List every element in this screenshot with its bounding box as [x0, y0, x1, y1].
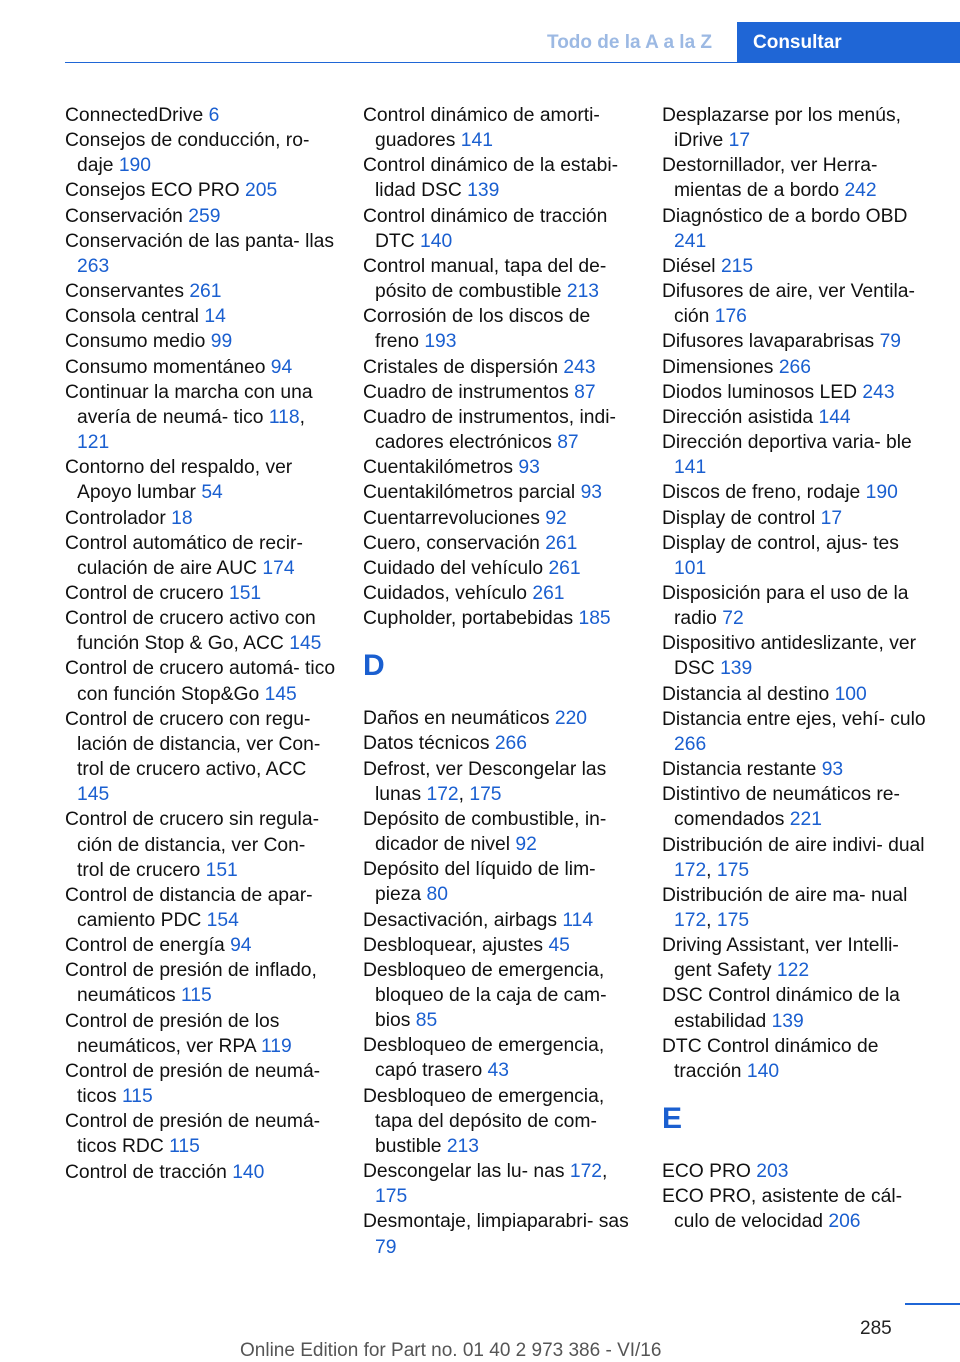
index-entry [662, 782, 932, 832]
page-link[interactable]: 175 [716, 859, 750, 881]
page-link[interactable]: 261 [532, 582, 565, 604]
index-entry [65, 178, 337, 203]
page-link[interactable]: 93 [821, 759, 844, 781]
index-entry [662, 329, 932, 354]
page-link[interactable]: 266 [494, 733, 527, 755]
index-entry [662, 631, 932, 681]
page-link[interactable]: 190 [118, 155, 151, 177]
page-link[interactable]: 141 [674, 457, 707, 479]
index-entry [363, 103, 635, 153]
index-term: Consejos ECO PRO [65, 180, 240, 202]
index-entry [363, 908, 635, 933]
index-column-3 [662, 103, 932, 1235]
edition-footer: Online Edition for Part no. 01 40 2 973 386 - VI/16 [240, 1340, 662, 1361]
page-link[interactable]: 94 [270, 356, 293, 378]
index-entry [363, 958, 635, 1033]
page-link[interactable]: 213 [566, 281, 600, 303]
index-term: Diodos luminosos LED [662, 381, 858, 403]
page-link[interactable]: 140 [420, 230, 453, 252]
index-entry [363, 506, 635, 531]
page-link[interactable]: 87 [557, 432, 579, 454]
index-term: Cuentakilómetros parcial [363, 482, 576, 504]
index-term: Cuidado del vehículo [363, 557, 544, 579]
index-entry [662, 405, 932, 430]
index-entry: Continuar la marcha con una avería de neumá‐ tico 118, 121 [65, 381, 313, 454]
index-entry [65, 204, 337, 229]
header-divider [65, 62, 960, 63]
index-term: Defrost, ver Descongelar las lunas [363, 758, 607, 805]
index-term: Control de crucero automá‐ tico con función Stop&Go [65, 658, 336, 705]
page-link[interactable]: 92 [515, 834, 537, 856]
index-term: Diagnóstico de a bordo OBD [662, 205, 908, 227]
index-term: Disposición para el uso de la radio [662, 582, 909, 630]
tab-consultar[interactable]: Consultar [737, 22, 960, 63]
index-entry [662, 430, 932, 480]
page-link[interactable]: 43 [487, 1060, 509, 1082]
page-link[interactable]: 206 [828, 1211, 861, 1233]
index-entry [65, 933, 337, 958]
page-link[interactable]: 93 [580, 482, 603, 504]
index-entry [363, 355, 635, 380]
page-link[interactable]: 203 [756, 1161, 789, 1183]
page-number: 285 [860, 1318, 892, 1339]
page-link[interactable]: 140 [232, 1161, 265, 1183]
index-term: Display de control [662, 507, 816, 529]
index-term: Desplazarse por los menús, iDrive [662, 105, 901, 152]
page-link[interactable]: 259 [188, 205, 221, 227]
index-term: Cuadro de instrumentos [363, 381, 569, 403]
page-link[interactable]: 72 [722, 608, 744, 630]
page-link[interactable]: 79 [879, 331, 902, 353]
index-entry [662, 279, 932, 329]
index-term: Distancia al destino [662, 683, 830, 705]
index-term: Control de crucero con regu‐ lación de distancia, ver Con‐ trol de crucero activo, ACC [65, 708, 321, 781]
page-link[interactable]: 99 [210, 331, 233, 353]
index-entry [363, 204, 635, 254]
page-link[interactable]: 175 [716, 910, 750, 931]
index-entry [363, 254, 635, 304]
index-entry [662, 204, 932, 254]
page-link[interactable]: 193 [424, 331, 457, 353]
index-entry [65, 355, 337, 380]
index-entry [662, 254, 932, 279]
index-entry [65, 883, 337, 933]
index-term: Difusores de aire, ver Ventila‐ ción [662, 281, 915, 328]
index-term: Contorno del respaldo, ver Apoyo lumbar [65, 457, 293, 504]
page-link[interactable]: 145 [289, 633, 322, 655]
index-term: Consejos de conducción, ro‐ daje [65, 130, 310, 177]
page-link[interactable]: 139 [467, 180, 500, 202]
page-link[interactable]: 145 [264, 683, 297, 705]
index-term: Distribución de aire ma‐ nual [662, 884, 908, 906]
index-entry: Distribución de aire ma‐ nual 172, 175 [662, 884, 908, 931]
page-link[interactable]: 6 [208, 105, 220, 126]
index-entry [65, 506, 337, 531]
index-term: Control de tracción [65, 1161, 227, 1183]
page-link[interactable]: 266 [778, 356, 811, 378]
page-link[interactable]: 17 [820, 507, 843, 529]
index-entry [662, 933, 932, 983]
index-term: Desactivación, airbags [363, 909, 557, 931]
page-link[interactable]: 175 [469, 783, 502, 805]
index-term: Control de presión de neumá‐ ticos RDC [65, 1111, 321, 1158]
index-entry [662, 707, 932, 757]
index-column-1 [65, 103, 337, 1185]
index-entry [363, 606, 635, 631]
index-entry [65, 581, 337, 606]
index-entry [65, 606, 337, 656]
index-term: Control de distancia de apar‐ camiento PDC [65, 884, 313, 931]
page-link[interactable]: 241 [674, 230, 707, 252]
index-term: Control de crucero [65, 582, 224, 604]
index-entry [363, 380, 635, 405]
page-link[interactable]: 93 [518, 457, 540, 479]
index-term: ECO PRO [662, 1161, 751, 1183]
index-entry [65, 455, 337, 505]
index-entry [65, 807, 337, 882]
index-term: Desbloqueo de emergencia, tapa del depósito de com‐ bustible [363, 1085, 605, 1157]
index-term: Discos de freno, rodaje [662, 482, 861, 504]
index-entry: Defrost, ver Descongelar las lunas 172, 175 [363, 758, 607, 805]
index-entry [65, 229, 337, 279]
index-term: Distancia entre ejes, vehí‐ culo [662, 708, 926, 730]
index-entry [662, 506, 932, 531]
page-link[interactable]: 115 [169, 1136, 200, 1158]
page-link[interactable]: 263 [77, 255, 110, 277]
index-entry [363, 153, 635, 203]
page-link[interactable]: 14 [204, 306, 226, 328]
index-term: Cuentakilómetros [363, 457, 514, 479]
index-term: Control de presión de los neumáticos, ver RPA [65, 1010, 280, 1057]
index-term: Control dinámico de la estabi‐ lidad DSC [363, 155, 619, 202]
index-entry [65, 304, 337, 329]
page-link[interactable]: 151 [228, 582, 262, 604]
page-link[interactable]: 121 [77, 432, 110, 454]
page-link[interactable]: 172 [674, 859, 707, 881]
index-entry [363, 857, 635, 907]
page-link[interactable]: 176 [714, 306, 747, 328]
index-entry [662, 480, 932, 505]
index-entry [65, 656, 337, 706]
page-link[interactable]: 17 [728, 130, 751, 152]
index-entry [363, 1084, 635, 1159]
section-title: Todo de la A a la Z [547, 32, 713, 53]
index-term: Diésel [662, 255, 716, 277]
index-term: Distintivo de neumáticos re‐ comendados [662, 784, 900, 831]
page-link[interactable]: 242 [844, 180, 877, 202]
index-entry [65, 103, 337, 128]
index-term: Depósito del líquido de lim‐ pieza [363, 859, 596, 906]
page-link[interactable]: 87 [574, 381, 596, 403]
index-entry [65, 1109, 337, 1159]
index-entry [363, 706, 635, 731]
index-term: Cupholder, portabebidas [363, 608, 574, 630]
index-entry [363, 480, 635, 505]
index-entry [363, 556, 635, 581]
index-term: Conservación de las panta‐ llas [65, 230, 335, 252]
page-link[interactable]: 94 [230, 935, 252, 957]
page-link[interactable]: 175 [375, 1186, 408, 1208]
page-link[interactable]: 80 [426, 884, 448, 906]
page-link[interactable]: 190 [865, 482, 898, 504]
page-link[interactable]: 139 [720, 658, 753, 680]
page-link[interactable]: 101 [674, 557, 707, 579]
page-link[interactable]: 54 [201, 482, 223, 504]
index-term: Datos técnicos [363, 733, 490, 755]
index-term: Control de energía [65, 935, 225, 957]
section-letter: D [363, 649, 385, 683]
index-term: Descongelar las lu‐ nas [363, 1161, 565, 1183]
page-link[interactable]: 144 [818, 406, 851, 428]
page-link[interactable]: 185 [578, 608, 611, 630]
index-entry [662, 355, 932, 380]
index-entry [363, 933, 635, 958]
index-entry [662, 757, 932, 782]
page-link[interactable]: 141 [460, 130, 493, 152]
page-link[interactable]: 119 [260, 1035, 292, 1057]
index-entry [662, 531, 932, 581]
page-link[interactable]: 145 [77, 784, 110, 806]
page-link[interactable]: 243 [862, 381, 895, 403]
index-entry [65, 329, 337, 354]
index-term: Control de crucero activo con función Stop & Go, ACC [65, 608, 316, 655]
index-term: Dirección asistida [662, 406, 814, 428]
index-entry [363, 304, 635, 354]
page-link[interactable]: 266 [674, 733, 707, 755]
page-link[interactable]: 139 [771, 1010, 804, 1032]
page-link[interactable]: 172 [569, 1161, 603, 1183]
index-term: DSC Control dinámico de la estabilidad [662, 985, 900, 1032]
index-term: Cuero, conservación [363, 532, 540, 554]
index-term: Control de presión de neumá‐ ticos [65, 1060, 321, 1108]
index-entry [65, 531, 337, 581]
index-term: Distribución de aire indivi‐ dual [662, 834, 925, 856]
page-link[interactable]: 220 [554, 708, 588, 730]
index-entry [662, 153, 932, 203]
index-term: Control automático de recir‐ culación de aire AUC [65, 532, 303, 579]
page-link[interactable]: 45 [548, 934, 570, 956]
index-term: Destornillador, ver Herra‐ mientas de a bordo [662, 155, 878, 202]
index-term: Desbloqueo de emergencia, bloqueo de la caja de cam‐ bios [363, 959, 607, 1032]
page-link[interactable]: 115 [122, 1086, 153, 1108]
index-entry [363, 581, 635, 606]
index-term: Control manual, tapa del de‐ pósito de combustible [363, 255, 607, 303]
page-link[interactable]: 118 [268, 406, 300, 428]
index-term: ECO PRO, asistente de cál‐ culo de velocidad [662, 1186, 903, 1233]
page-link[interactable]: 172 [426, 783, 459, 805]
index-entry [363, 731, 635, 756]
index-term: Daños en neumáticos [363, 708, 550, 730]
index-term: DTC Control dinámico de tracción [662, 1035, 879, 1082]
index-entry [662, 380, 932, 405]
index-term: Dimensiones [662, 356, 774, 378]
page-link[interactable]: 154 [206, 910, 239, 931]
index-entry [363, 531, 635, 556]
page-link[interactable]: 100 [834, 683, 867, 705]
page-link[interactable]: 85 [415, 1010, 438, 1032]
index-term: Consola central [65, 306, 199, 328]
index-term: Conservantes [65, 281, 184, 303]
index-term: Cuentarrevoluciones [363, 507, 540, 529]
footer-divider [905, 1303, 960, 1305]
page-link[interactable]: 79 [375, 1236, 397, 1258]
page-link[interactable]: 221 [789, 809, 822, 831]
index-term: Desmontaje, limpiaparabri‐ sas [363, 1211, 629, 1233]
page-link[interactable]: 151 [205, 859, 238, 881]
index-entry [65, 279, 337, 304]
index-entry [662, 983, 932, 1033]
index-entry [65, 958, 337, 1008]
index-term: Depósito de combustible, in‐ dicador de nivel [363, 808, 607, 856]
index-term: Consumo medio [65, 331, 206, 353]
index-entry [662, 1184, 932, 1234]
index-entry [662, 1159, 932, 1184]
page-link[interactable]: 174 [262, 557, 295, 579]
index-term: Control de presión de inflado, neumáticos [65, 960, 317, 1007]
index-term: Desbloquear, ajustes [363, 934, 544, 956]
index-entry [363, 405, 635, 455]
page-link[interactable]: 18 [171, 507, 193, 529]
section-letter: E [662, 1102, 683, 1136]
index-column-2 [363, 103, 635, 1260]
index-term: Control de crucero sin regula‐ ción de distancia, ver Con‐ trol de crucero [65, 809, 319, 881]
index-entry: Distribución de aire indivi‐ dual 172, 175 [662, 834, 925, 881]
index-entry [662, 1034, 932, 1084]
index-entry [65, 707, 337, 808]
page-link[interactable]: 261 [548, 557, 581, 579]
index-entry [662, 103, 932, 153]
index-entry [363, 1033, 635, 1083]
index-term: Conservación [65, 205, 183, 227]
index-term: Driving Assistant, ver Intelli‐ gent Safety [662, 935, 899, 982]
page-link[interactable]: 213 [446, 1135, 479, 1157]
index-term: Cristales de dispersión [363, 356, 559, 378]
page-link[interactable]: 140 [746, 1060, 780, 1082]
page-link[interactable]: 92 [545, 507, 567, 529]
index-term: Continuar la marcha con una avería de neumá‐ tico [65, 381, 313, 428]
index-term: Cuidados, vehículo [363, 582, 527, 604]
page-link[interactable]: 114 [562, 909, 594, 931]
index-entry: Descongelar las lu‐ nas 172, 175 [363, 1161, 608, 1208]
index-entry [65, 128, 337, 178]
index-entry [662, 581, 932, 631]
index-entry [662, 682, 932, 707]
index-entry [65, 1059, 337, 1109]
page-link[interactable]: 261 [189, 281, 222, 303]
index-entry [363, 1209, 635, 1259]
index-term: Cuadro de instrumentos, indi‐ cadores electrónicos [363, 406, 616, 454]
index-term: Distancia restante [662, 759, 817, 781]
index-entry [363, 455, 635, 480]
index-term: Corrosión de los discos de freno [363, 306, 591, 353]
index-term: Dispositivo antideslizante, ver DSC [662, 633, 916, 680]
index-term: ConnectedDrive [65, 105, 204, 126]
index-term: Consumo momentáneo [65, 356, 266, 378]
index-term: Display de control, ajus‐ tes [662, 532, 899, 554]
page-link[interactable]: 215 [720, 255, 754, 277]
index-entry [363, 807, 635, 857]
index-term: Desbloqueo de emergencia, capó trasero [363, 1035, 605, 1082]
page-link[interactable]: 122 [776, 960, 810, 982]
page-link[interactable]: 261 [545, 532, 578, 554]
page-link[interactable]: 172 [674, 910, 707, 931]
page-link[interactable]: 243 [563, 356, 596, 378]
index-entry [65, 1009, 337, 1059]
index-term: Controlador [65, 507, 166, 529]
page-link[interactable]: 205 [245, 180, 278, 202]
index-term: Control dinámico de amorti‐ guadores [363, 105, 600, 152]
index-term: Difusores lavaparabrisas [662, 331, 875, 353]
page-link[interactable]: 115 [180, 985, 212, 1007]
index-term: Control dinámico de tracción DTC [363, 205, 608, 252]
index-entry [65, 1160, 337, 1185]
index-term: Dirección deportiva varia‐ ble [662, 432, 912, 454]
